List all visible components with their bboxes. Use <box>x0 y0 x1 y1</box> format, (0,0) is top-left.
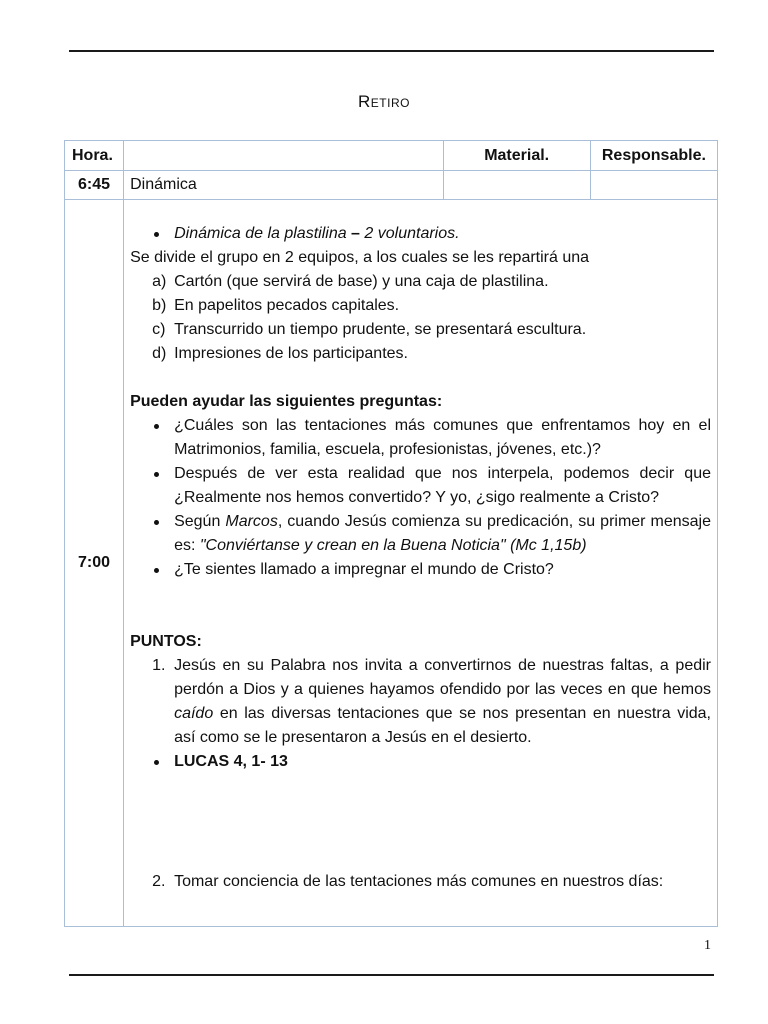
list-item: c) Transcurrido un tiempo prudente, se presentará escultura. <box>152 321 587 338</box>
puntos-heading: PUNTOS: <box>130 633 202 650</box>
header-responsable: Responsable. <box>590 141 717 171</box>
list-item: 2. Tomar conciencia de las tentaciones más comunes en nuestros días: <box>152 873 664 890</box>
top-rule <box>69 50 714 52</box>
list-item: a) Cartón (que servirá de base) y una caja de plastilina. <box>152 273 549 290</box>
table-header-row <box>65 141 718 171</box>
list-item: 1. Jesús en su Palabra nos invita a convertirnos de nuestras faltas, a pedir perdón a Dios y a quienes hayamos ofendido por las veces en que hemos caído en las diversas tentaciones que se nos presentan en nuestra vida, así como se le presentaron a Jesús en el desierto. <box>152 657 711 746</box>
schedule-table <box>64 140 718 927</box>
row-time: 6:45 <box>65 171 124 200</box>
list-item: LUCAS 4, 1- 13 <box>130 750 711 774</box>
row-activity-detail <box>124 200 718 927</box>
document-title: Retiro <box>358 92 410 111</box>
questions-heading: Pueden ayudar las siguientes preguntas: <box>130 393 443 410</box>
list-item: ¿Cuáles son las tentaciones más comunes que enfrentamos hoy en el Matrimonios, familia, escuela, profesionistas, jóvenes, etc.)? <box>130 414 711 462</box>
header-material: Material. <box>443 141 590 171</box>
list-item: Dinámica de la plastilina – 2 voluntarios. <box>130 222 711 246</box>
list-item: ¿Te sientes llamado a impregnar el mundo de Cristo? <box>130 558 711 582</box>
header-actividad <box>124 141 443 171</box>
row-material <box>443 171 590 200</box>
table-row <box>65 200 718 927</box>
list-item: d) Impresiones de los participantes. <box>152 345 408 362</box>
header-hora: Hora. <box>65 141 124 171</box>
row-time: 7:00 <box>65 200 124 927</box>
bottom-rule <box>69 974 714 976</box>
row-responsable <box>590 171 717 200</box>
row-activity: Dinámica <box>124 171 443 200</box>
list-item: Después de ver esta realidad que nos interpela, podemos decir que ¿Realmente nos hemos convertido? Y yo, ¿sigo realmente a Cristo? <box>130 462 711 510</box>
table-row <box>65 171 718 200</box>
list-item: Según Marcos, cuando Jesús comienza su predicación, su primer mensaje es: "Conviértanse y crean en la Buena Noticia" (Mc 1,15b) <box>130 510 711 558</box>
page-number: 1 <box>704 938 711 953</box>
paragraph: Se divide el grupo en 2 equipos, a los cuales se les repartirá una <box>130 249 590 266</box>
list-item: b) En papelitos pecados capitales. <box>152 297 400 314</box>
